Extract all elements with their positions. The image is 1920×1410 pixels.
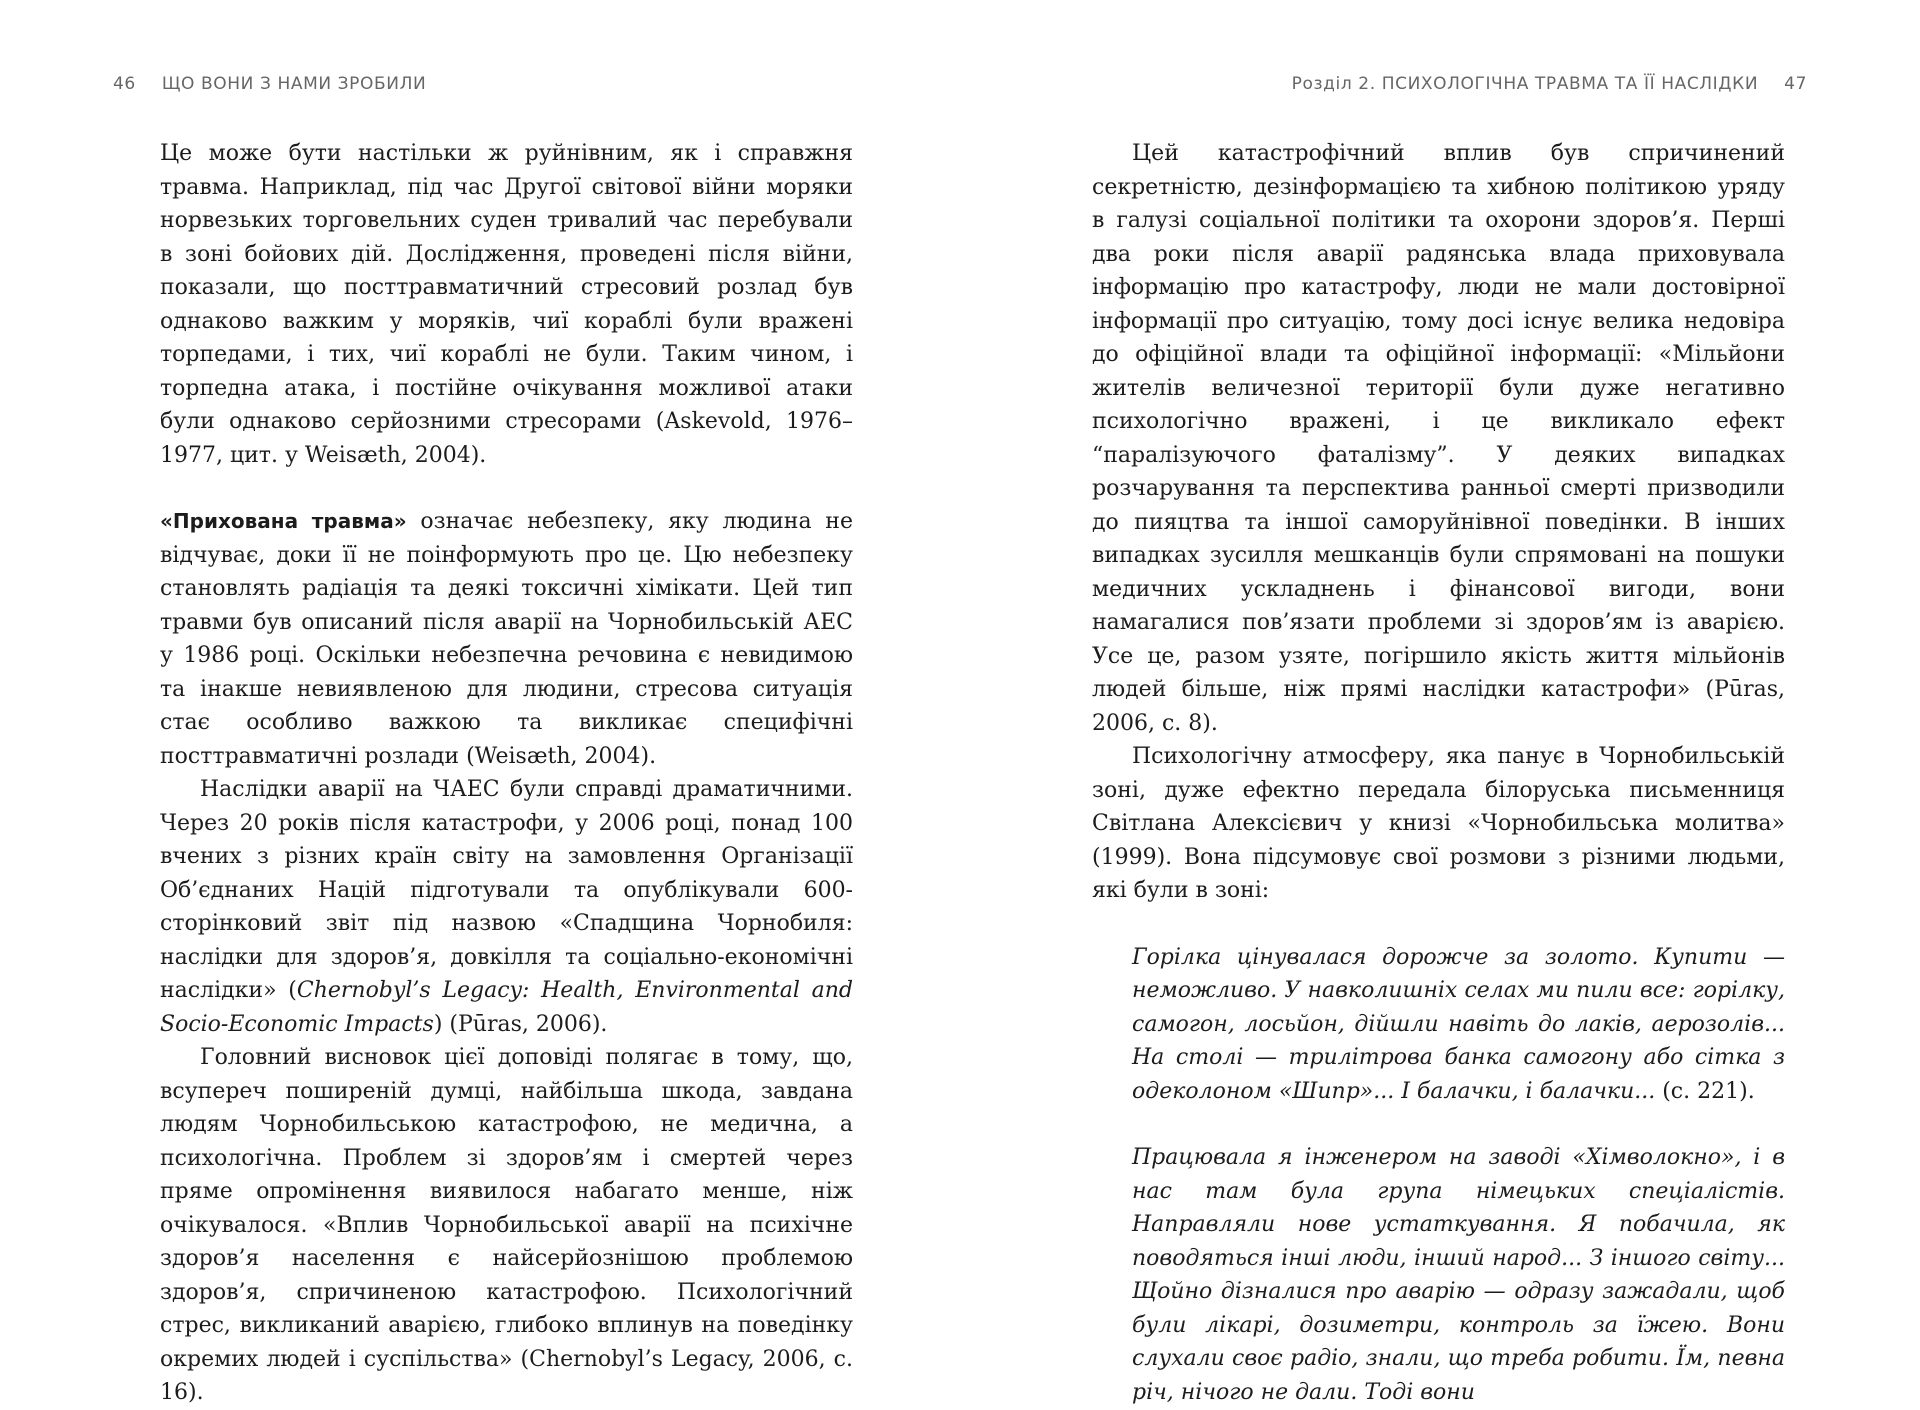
left-text-block xyxy=(160,137,853,1410)
right-running-title: Розділ 2. ПСИХОЛОГІЧНА ТРАВМА ТА ЇЇ НАСЛІДКИ xyxy=(1291,74,1759,94)
right-page xyxy=(960,0,1920,1405)
paragraph xyxy=(160,505,853,773)
paragraph-text: ) (Pūras, 2006). xyxy=(433,1011,608,1037)
term-hidden-trauma: «Прихована травма» xyxy=(160,509,407,533)
right-running-head xyxy=(1292,74,1807,94)
right-page-number: 47 xyxy=(1784,74,1807,94)
right-text-block xyxy=(1092,137,1785,1409)
paragraph-text: означає небезпеку, яку людина не відчуває, доки її не поінформують про це. Цю небезпеку становлять радіація та деякі токсичні хімікати. Цей тип травми був описаний після аварії на Чорнобильській АЕС у 1986 році. Оскільки небезпечна речовина є невидимою та інакше невиявленою для людини, стресова ситуація стає особливо важкою та викликає специфічні посттравматичні розлади (Weisæth, 2004). xyxy=(160,509,853,769)
left-page-number: 46 xyxy=(113,74,136,94)
quote-reference: (с. 221). xyxy=(1655,1078,1755,1104)
quote-block: Працювала я інженером на заводі «Хімволокно», і в нас там була група німецьких спеціалістів. Направляли нове устаткування. Я побачила, як поводяться інші люди, інший народ... З іншого світу... Щойно дізналися про аварію — одразу зажадали, щоб були лікарі, дозиметри, контроль за їжею. Вони слухали своє радіо, знали, що треба робити. Їм, певна річ, нічого не дали. Тоді вони xyxy=(1132,1145,1785,1405)
paragraph: Головний висновок цієї доповіді полягає в тому, що, всупереч поширеній думці, найбільша шкода, завдана людям Чорнобильською катастрофою, не медична, а психологічна. Проблем зі здоров’ям і смертей через пряме опромінення виявилося набагато менше, ніж очікувалося. «Вплив Чорнобильської аварії на психічне здоров’я населення є найсерйознішою проблемою здоров’я, спричиненою катастрофою. Психологічний стрес, викликаний аварією, глибоко вплинув на поведінку окремих людей і суспільства» (Chernobyl’s Legacy, 2006, с. 16). xyxy=(160,1045,853,1405)
italic-title: Chernobyl’s Legacy: Health, Environmental and Socio-Economic Impacts xyxy=(160,978,853,1037)
quote-block xyxy=(1132,941,1785,1109)
left-page xyxy=(0,0,960,1405)
paragraph: Цей катастрофічний вплив був спричинений секретністю, дезінформацією та хибною політикою уряду в галузі соціальної політики та охорони здоров’я. Перші два роки після аварії радянська влада приховувала інформацію про катастрофу, люди не мали достовірної інформації про ситуацію, тому досі існує велика недовіра до офіційної влади та офіційної інформації: «Мільйони жителів величезної території були дуже негативно психологічно вражені, і це викликало ефект “паралізуючого фаталізму”. У деяких випадках розчарування та перспектива ранньої смерті призводили до пияцтва та іншої саморуйнівної поведінки. В інших випадках зусилля мешканців були спрямовані на пошуки медичних ускладнень і фінансової вигоди, вони намагалися пов’язати проблеми зі здоров’ям із аварією. Усе це, разом узяте, погіршило якість життя мільйонів людей більше, ніж прямі наслідки катастрофи» (Pūras, 2006, с. 8). xyxy=(1092,141,1785,736)
paragraph xyxy=(160,773,853,1041)
quote-text: Горілка цінувалася дорожче за золото. Купити — неможливо. У навколишніх селах ми пили все: горілку, самогон, лосьйон, дійшли навіть до лаків, аерозолів... На столі — трилітрова банка самогону або сітка з одеколоном «Шипр»... І балачки, і балачки... xyxy=(1132,944,1785,1104)
left-running-title: ЩО ВОНИ З НАМИ ЗРОБИЛИ xyxy=(161,74,427,94)
paragraph-text: Наслідки аварії на ЧАЕС були справді драматичними. Через 20 років після катастрофи, у 2006 році, понад 100 вчених з різних країн світу на замовлення Організації Об’єднаних Націй підготували та опублікували 600-сторінковий звіт під назвою «Спадщина Чорнобиля: наслідки для здоров’я, довкілля та соціально-економічні наслідки» ( xyxy=(160,777,853,1003)
paragraph: Це може бути настільки ж руйнівним, як і справжня травма. Наприклад, під час Другої світової війни моряки норвезьких торговельних суден тривалий час перебували в зоні бойових дій. Дослідження, проведені після війни, показали, що посттравматичний стресовий розлад був однаково важким у моряків, чиї кораблі були вражені торпедами, і тих, чиї кораблі не були. Таким чином, і торпедна атака, і постійне очікування можливої атаки були однаково серйозними стресорами (Askevold, 1976–1977, цит. у Weisæth, 2004). xyxy=(160,141,853,468)
left-running-head xyxy=(113,74,426,94)
paragraph: Психологічну атмосферу, яка панує в Чорнобильській зоні, дуже ефектно передала білоруська письменниця Світлана Алексієвич у книзі «Чорнобильська молитва» (1999). Вона підсумовує свої розмови з різними людьми, які були в зоні: xyxy=(1092,744,1785,903)
